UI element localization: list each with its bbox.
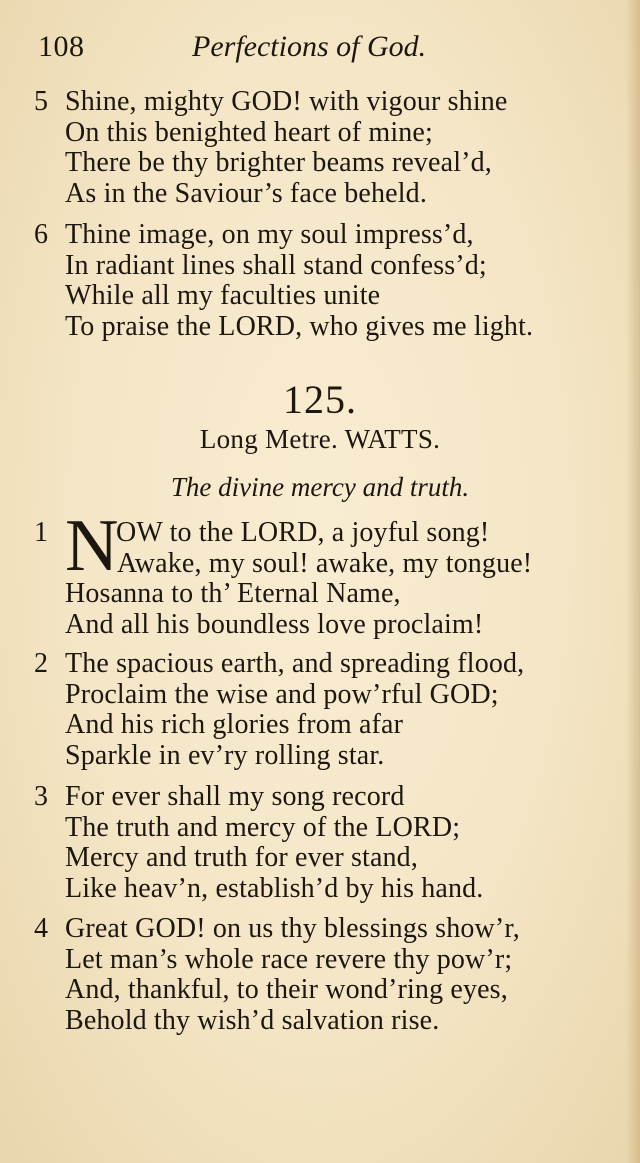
verse-line: And his rich glories from afar xyxy=(65,709,404,740)
verse-line: Like heav’n, establish’d by his hand. xyxy=(65,872,484,904)
stanza-lines xyxy=(65,782,483,904)
verse-line: Great GOD! on us thy blessings show’r, xyxy=(65,913,520,944)
verse-line: The spacious earth, and spreading flood, xyxy=(65,648,525,679)
verse-line: While all my faculties unite xyxy=(65,280,381,311)
verse-line: Sparkle in ev’ry rolling star. xyxy=(65,739,385,771)
stanza-number: 3 xyxy=(34,781,48,812)
stanza-lines xyxy=(65,518,532,640)
verse-line: And all his boundless love proclaim! xyxy=(65,608,484,640)
hymn-number: 125. xyxy=(283,377,357,422)
verse-line: Let man’s whole race revere thy pow’r; xyxy=(65,943,513,975)
verse-line: There be thy brighter beams reveal’d, xyxy=(65,147,492,178)
verse-line: Thine image, on my soul impress’d, xyxy=(65,219,474,250)
stanza-number: 2 xyxy=(34,648,48,679)
verse-line: OW to the LORD, a joyful song! xyxy=(116,517,490,548)
drop-cap: N xyxy=(65,505,119,587)
stanza-number: 1 xyxy=(34,517,48,548)
hymn-meter-author: Long Metre. WATTS. xyxy=(199,424,441,454)
stanza-number: 5 xyxy=(34,86,48,117)
verse-line: To praise the LORD, who gives me light. xyxy=(65,310,534,342)
verse-line: On this benighted heart of mine; xyxy=(65,116,433,148)
running-title: Perfections of God. xyxy=(192,30,427,63)
verse-line: Behold thy wish’d salvation rise. xyxy=(65,1004,440,1036)
page-number: 108 xyxy=(38,30,85,63)
stanza-lines xyxy=(65,220,533,342)
page-edge-shadow xyxy=(626,0,640,1163)
stanza-number: 4 xyxy=(34,913,48,944)
verse-line: And, thankful, to their wond’ring eyes, xyxy=(65,974,508,1005)
running-head xyxy=(38,30,598,66)
verse-line: Proclaim the wise and pow’rful GOD; xyxy=(65,678,499,710)
verse-line: As in the Saviour’s face beheld. xyxy=(65,177,427,209)
verse-line: Shine, mighty GOD! with vigour shine xyxy=(65,86,508,117)
stanza-lines xyxy=(65,914,520,1036)
verse-line: Hosanna to th’ Eternal Name, xyxy=(65,578,401,609)
verse-line: In radiant lines shall stand confess’d; xyxy=(65,249,487,281)
verse-line: The truth and mercy of the LORD; xyxy=(65,811,461,843)
stanza-number: 6 xyxy=(34,219,48,250)
verse-line: For ever shall my song record xyxy=(65,781,405,812)
hymn-subject: The divine mercy and truth. xyxy=(170,472,470,502)
verse-line: Awake, my soul! awake, my tongue! xyxy=(117,547,533,579)
stanza-lines xyxy=(65,649,524,771)
stanza-lines xyxy=(65,87,508,209)
verse-line: Mercy and truth for ever stand, xyxy=(65,842,418,873)
